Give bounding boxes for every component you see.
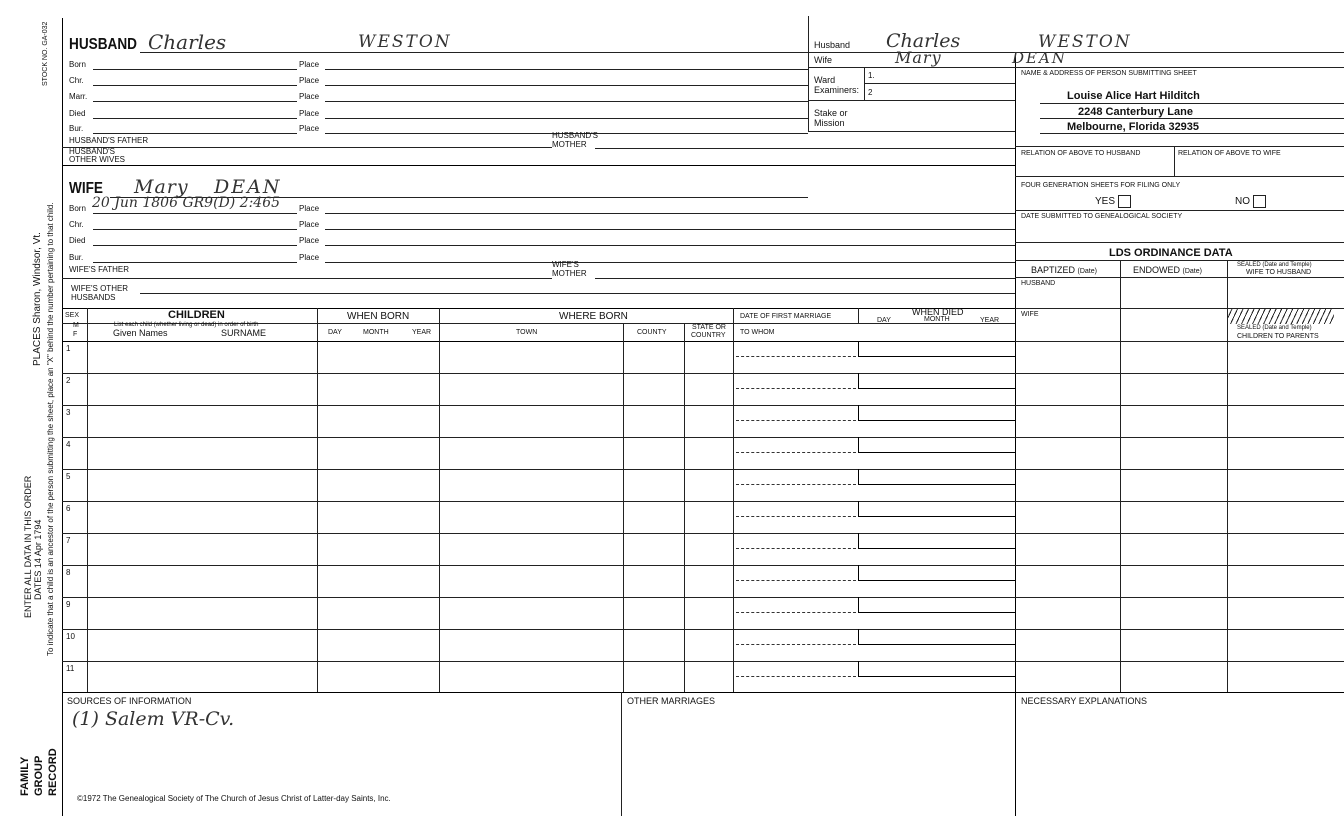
lds-col-2 [1227, 260, 1228, 692]
wife-born-place-label: Place [299, 204, 320, 213]
when-died-field[interactable] [858, 501, 1016, 517]
husband-chr-place-field[interactable] [325, 85, 808, 86]
marriage-date-field[interactable] [736, 452, 856, 453]
husbands-father-field[interactable] [62, 147, 552, 148]
child-number: 2 [66, 376, 71, 385]
husband-chr-label: Chr. [69, 76, 84, 85]
tr-husband-label: Husband [814, 40, 851, 50]
sources-value[interactable]: (1) Salem VR-Cv. [72, 708, 235, 730]
submitter-city[interactable]: Melbourne, Florida 32935 [1067, 121, 1200, 133]
sealed-cp-label-1: SEALED (Date and Temple) [1237, 325, 1312, 331]
died-year-label: YEAR [980, 317, 1000, 324]
col-marriage-header [858, 308, 859, 324]
sex-f: F [73, 331, 78, 338]
wifes-other-husbands-label-1: WIFE'S OTHER [71, 284, 129, 293]
bottom-section-line [62, 692, 1344, 693]
wife-surname[interactable]: DEAN [214, 176, 282, 198]
husband-bur-label: Bur. [69, 124, 84, 133]
sex-label: SEX [65, 312, 80, 319]
stake-label-1: Stake or [814, 108, 848, 118]
husband-chr-place-label: Place [299, 76, 320, 85]
marriage-date-field[interactable] [736, 484, 856, 485]
children-title: CHILDREN [168, 309, 225, 321]
wife-chr-field[interactable] [93, 229, 297, 230]
sources-label: SOURCES OF INFORMATION [67, 696, 192, 706]
child-number: 8 [66, 568, 71, 577]
husband-born-place-label: Place [299, 60, 320, 69]
child-number: 1 [66, 344, 71, 353]
child-number: 10 [66, 632, 75, 641]
when-died-field[interactable] [858, 469, 1016, 485]
sources-divider [621, 692, 622, 816]
no-label: NO [1235, 196, 1250, 208]
submitter-name[interactable]: Louise Alice Hart Hilditch [1067, 90, 1200, 102]
sex-m: M [73, 322, 79, 329]
husband-chr-field[interactable] [93, 85, 297, 86]
wifes-father-label: WIFE'S FATHER [69, 265, 130, 274]
husband-born-place-field[interactable] [325, 69, 808, 70]
child-number: 3 [66, 408, 71, 417]
marriage-date-field[interactable] [736, 548, 856, 549]
examiner-1-line [864, 83, 1015, 84]
child-number: 7 [66, 536, 71, 545]
submitter-bottom-line [1015, 146, 1344, 147]
submitter-line-2 [1040, 118, 1344, 119]
marriage-date-field[interactable] [736, 356, 856, 357]
lds-title: LDS ORDINANCE DATA [1109, 247, 1233, 259]
list-note: List each child (whether living or dead) in order of birth [114, 322, 259, 328]
sealed-hatch [1227, 309, 1334, 324]
endowed-label: ENDOWED [1133, 265, 1180, 275]
when-died-field[interactable] [858, 341, 1016, 357]
left-frame-line [62, 18, 63, 816]
wife-died-place-label: Place [299, 236, 320, 245]
yes-checkbox[interactable] [1118, 195, 1131, 208]
husband-born-field[interactable] [93, 69, 297, 70]
husband-marr-label: Marr. [69, 92, 88, 101]
husband-bur-field[interactable] [93, 133, 297, 134]
husbands-other-wives-label-1: HUSBAND'S [69, 147, 115, 156]
stake-bottom-line [808, 131, 1015, 132]
when-born-label: WHEN BORN [347, 311, 410, 322]
wife-born-label: Born [69, 204, 86, 213]
when-died-field[interactable] [858, 533, 1016, 549]
died-month-label: MONTH [924, 316, 950, 323]
husband-died-place-field[interactable] [325, 118, 808, 119]
ancestor-instruction: To indicate that a child is an ancestor of the person submitting the sheet, place an "X" behind the number pertaining to that child. [46, 202, 55, 656]
tr-wife-surname[interactable]: DEAN [1012, 49, 1067, 67]
date-submitted-bottom-line [1015, 242, 1344, 243]
wife-died-place-field[interactable] [325, 245, 1015, 246]
husband-section-bottom [62, 165, 1015, 166]
sealed-cp-label-2: CHILDREN TO PARENTS [1237, 333, 1319, 340]
lds-husband-label: HUSBAND [1021, 280, 1056, 287]
stake-label-2: Mission [814, 118, 845, 128]
date-submitted-label: DATE SUBMITTED TO GENEALOGICAL SOCIETY [1021, 213, 1183, 220]
husbands-mother-label-2: MOTHER [552, 140, 587, 149]
wife-heading: WIFE [69, 180, 103, 197]
wife-given-name[interactable]: Mary [134, 176, 189, 198]
right-section-line [1015, 52, 1016, 816]
when-died-field[interactable] [858, 373, 1016, 389]
relation-divider [1174, 146, 1175, 176]
top-divider-line [808, 16, 809, 132]
tr-wife-given[interactable]: Mary [895, 48, 942, 67]
husband-marr-place-field[interactable] [325, 101, 808, 102]
submitter-line-1 [1040, 103, 1344, 104]
child-number: 6 [66, 504, 71, 513]
husband-bur-place-label: Place [299, 124, 320, 133]
marriage-date-field[interactable] [736, 420, 856, 421]
submitter-street[interactable]: 2248 Canterbury Lane [1078, 106, 1193, 118]
husband-died-label: Died [69, 109, 86, 118]
yes-label: YES [1095, 196, 1116, 208]
baptized-header [1031, 266, 1097, 275]
child-number: 4 [66, 440, 71, 449]
husband-died-field[interactable] [93, 118, 297, 119]
baptized-label: BAPTIZED [1031, 265, 1076, 275]
marriage-date-field[interactable] [736, 388, 856, 389]
endowed-date-label: (Date) [1182, 268, 1202, 275]
when-died-field[interactable] [858, 629, 1016, 645]
sealed-wh-label-1: SEALED (Date and Temple) [1237, 262, 1312, 268]
husbands-father-label: HUSBAND'S FATHER [69, 136, 149, 145]
wifes-father-field[interactable] [62, 278, 552, 279]
town-label: TOWN [516, 329, 538, 336]
born-month-label: MONTH [363, 329, 389, 336]
when-died-label: WHEN DIED [912, 307, 964, 317]
wifes-mother-label-1: WIFE'S [552, 260, 579, 269]
relation-bottom-line [1015, 176, 1344, 177]
surname-label: SURNAME [221, 328, 267, 338]
dates-note: DATES 14 Apr 1794 [33, 519, 43, 600]
husband-born-label: Born [69, 60, 86, 69]
given-names-label: Given Names [113, 328, 168, 338]
when-died-field[interactable] [858, 437, 1016, 453]
child-number: 5 [66, 472, 71, 481]
wife-born-field[interactable] [93, 213, 297, 214]
stock-number: STOCK NO. GA-032 [42, 21, 49, 86]
husband-heading: HUSBAND [69, 36, 137, 53]
examiners-bottom-line [808, 100, 1015, 101]
ward-label: Ward [814, 75, 836, 85]
lds-wife-label: WIFE [1021, 311, 1039, 318]
where-born-label: WHERE BORN [559, 311, 628, 322]
examiner-2: 2 [868, 88, 873, 97]
state-label-1: STATE OR [692, 324, 726, 331]
relation-wife-label: RELATION OF ABOVE TO WIFE [1178, 150, 1281, 157]
wifes-other-husbands-field[interactable] [140, 293, 1015, 294]
husbands-mother-label-1: HUSBAND'S [552, 131, 598, 140]
tr-husband-line [808, 52, 1344, 53]
wife-died-label: Died [69, 236, 86, 245]
wifes-mother-field[interactable] [595, 278, 1015, 279]
child-number: 11 [66, 664, 75, 673]
child-number: 9 [66, 600, 71, 609]
when-died-field[interactable] [858, 661, 1016, 677]
examiners-label: Examiners: [814, 85, 860, 95]
died-day-label: DAY [877, 317, 891, 324]
tr-wife-label: Wife [814, 55, 832, 65]
wife-chr-place-field[interactable] [325, 229, 1015, 230]
group-label: GROUP [33, 755, 45, 796]
lds-title-line [1015, 260, 1344, 261]
husband-marr-field[interactable] [93, 101, 297, 102]
wifes-other-husbands-label-2: HUSBANDS [71, 293, 116, 302]
places-note: PLACES Sharon, Windsor, Vt. [32, 232, 43, 366]
tr-husband-given[interactable]: Charles [886, 30, 961, 52]
endowed-header [1133, 266, 1202, 275]
state-label-2: COUNTRY [691, 332, 726, 339]
wife-died-field[interactable] [93, 245, 297, 246]
husband-given-name[interactable]: Charles [148, 30, 227, 54]
marriage-date-field[interactable] [736, 644, 856, 645]
copyright: ©1972 The Genealogical Society of The Church of Jesus Christ of Latter-day Saints, Inc. [77, 794, 391, 803]
wife-born-place-field[interactable] [325, 213, 1015, 214]
record-label: RECORD [47, 748, 59, 796]
husbands-other-wives-label-2: OTHER WIVES [69, 155, 126, 164]
marriage-date-field[interactable] [736, 516, 856, 517]
yes-option[interactable] [1095, 195, 1131, 208]
to-whom-label: TO WHOM [740, 329, 775, 336]
other-marriages-label: OTHER MARRIAGES [627, 696, 716, 706]
husband-died-place-label: Place [299, 109, 320, 118]
husband-marr-place-label: Place [299, 92, 320, 101]
when-died-field[interactable] [858, 597, 1016, 613]
wife-bur-label: Bur. [69, 253, 84, 262]
relation-husband-label: RELATION OF ABOVE TO HUSBAND [1021, 150, 1141, 157]
four-gen-bottom-line [1015, 210, 1344, 211]
wife-chr-place-label: Place [299, 220, 320, 229]
when-died-field[interactable] [858, 405, 1016, 421]
wife-bur-field[interactable] [93, 262, 297, 263]
four-generation-label: FOUR GENERATION SHEETS FOR FILING ONLY [1021, 182, 1181, 189]
no-option[interactable] [1235, 195, 1266, 208]
sealed-wh-label-2: WIFE TO HUSBAND [1246, 269, 1312, 276]
first-marriage-label: DATE OF FIRST MARRIAGE [740, 313, 832, 320]
tr-husband-surname[interactable]: WESTON [1038, 32, 1132, 52]
wife-bur-place-field[interactable] [325, 262, 1015, 263]
submitter-label: NAME & ADDRESS OF PERSON SUBMITTING SHEET [1021, 70, 1197, 77]
born-year-label: YEAR [412, 329, 432, 336]
husbands-mother-field[interactable] [595, 148, 1015, 149]
wife-chr-label: Chr. [69, 220, 84, 229]
tr-wife-line [808, 67, 1344, 68]
wife-born-value[interactable]: 20 Jun 1806 GR9(D) 2:465 [92, 195, 281, 211]
no-checkbox[interactable] [1253, 195, 1266, 208]
marriage-date-field[interactable] [736, 612, 856, 613]
marriage-date-field[interactable] [736, 676, 856, 677]
enter-all-note: ENTER ALL DATA IN THIS ORDER [23, 475, 33, 618]
wifes-mother-label-2: MOTHER [552, 269, 587, 278]
when-died-field[interactable] [858, 565, 1016, 581]
explanations-label: NECESSARY EXPLANATIONS [1021, 696, 1148, 706]
born-day-label: DAY [328, 329, 342, 336]
husband-surname[interactable]: WESTON [358, 32, 452, 52]
lds-header-line [1015, 277, 1344, 278]
family-label: FAMILY [19, 756, 31, 796]
lds-col-1 [1120, 260, 1121, 692]
lds-children-header-line [1015, 341, 1344, 342]
marriage-date-field[interactable] [736, 580, 856, 581]
examiner-1: 1. [868, 71, 875, 80]
county-label: COUNTY [637, 329, 667, 336]
wife-bur-place-label: Place [299, 253, 320, 262]
submitter-line-3 [1040, 133, 1344, 134]
baptized-date-label: (Date) [1077, 268, 1097, 275]
husband-name-line [140, 52, 808, 53]
